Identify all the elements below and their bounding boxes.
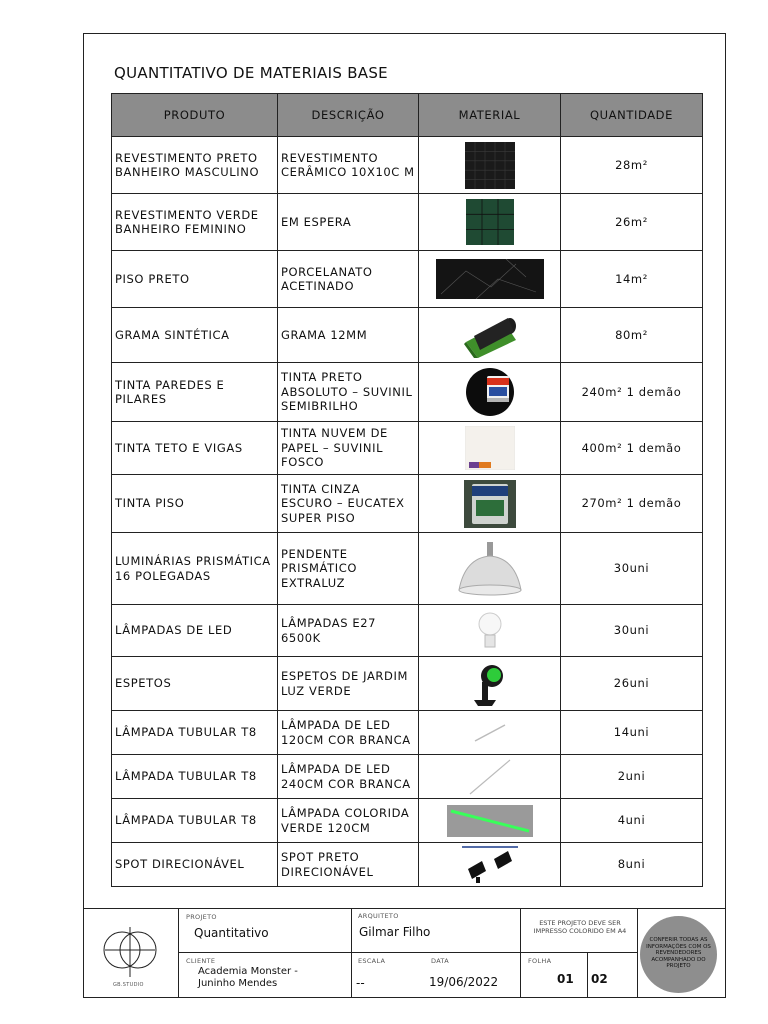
escala-value: -- (356, 976, 365, 990)
table-row (112, 422, 703, 475)
cell-produto: SPOT DIRECIONÁVEL (112, 843, 278, 887)
cell-material (419, 475, 561, 533)
pendant-lamp-image (455, 542, 525, 596)
table-row (112, 605, 703, 657)
cell-quantidade: 30uni (561, 605, 703, 657)
header-quantidade: QUANTIDADE (561, 94, 703, 137)
cell-produto: GRAMA SINTÉTICA (112, 308, 278, 363)
table-row (112, 251, 703, 308)
cell-descricao: LÂMPADA DE LED 120CM COR BRANCA (278, 711, 419, 755)
cell-material (419, 533, 561, 605)
white-paint-sample-image (465, 426, 515, 470)
header-produto: PRODUTO (112, 94, 278, 137)
projeto-value: Quantitativo (194, 926, 269, 940)
cell-produto: LÂMPADA TUBULAR T8 (112, 799, 278, 843)
cell-quantidade: 270m² 1 demão (561, 475, 703, 533)
projeto-label: PROJETO (186, 913, 217, 921)
arquiteto-label: ARQUITETO (358, 912, 399, 920)
cell-produto: LUMINÁRIAS PRISMÁTICA 16 POLEGADAS (112, 533, 278, 605)
black-tile-swatch (465, 142, 515, 189)
cell-produto: REVESTIMENTO PRETO BANHEIRO MASCULINO (112, 137, 278, 194)
table-row (112, 308, 703, 363)
folha-number: 01 (557, 972, 574, 986)
black-paint-can-image (465, 368, 515, 416)
table-row (112, 799, 703, 843)
cell-produto: TINTA TETO E VIGAS (112, 422, 278, 475)
cell-descricao: REVESTIMENTO CERÂMICO 10X10C M (278, 137, 419, 194)
cell-material (419, 363, 561, 422)
stamp-text: CONFERIR TODAS AS INFORMAÇÕES COM OS REVENDEDORES ACOMPANHADO DO PROJETO (646, 937, 711, 969)
cell-descricao: EM ESPERA (278, 194, 419, 251)
garden-spike-light-image (468, 662, 512, 706)
cell-material (419, 251, 561, 308)
cell-descricao: TINTA CINZA ESCURO – EUCATEX SUPER PISO (278, 475, 419, 533)
cell-quantidade: 26m² (561, 194, 703, 251)
data-label: DATA (431, 957, 449, 965)
cell-quantidade: 2uni (561, 755, 703, 799)
cell-produto: ESPETOS (112, 657, 278, 711)
cell-material (419, 422, 561, 475)
cell-quantidade: 14m² (561, 251, 703, 308)
table-row (112, 533, 703, 605)
title-block-divider (178, 908, 179, 998)
black-marble-swatch (436, 259, 544, 299)
green-tile-swatch (466, 199, 514, 245)
table-row (112, 657, 703, 711)
title-block-top-line (83, 908, 726, 909)
title-block-row-divider (178, 952, 637, 953)
cell-produto: TINTA PAREDES E PILARES (112, 363, 278, 422)
tube-120-image (473, 723, 507, 743)
cell-descricao: LÂMPADAS E27 6500K (278, 605, 419, 657)
cell-produto: LÂMPADAS DE LED (112, 605, 278, 657)
cell-quantidade: 400m² 1 demão (561, 422, 703, 475)
black-spot-image (460, 845, 520, 885)
tube-240-image (468, 758, 512, 796)
floor-paint-can-image (464, 480, 516, 528)
cell-quantidade: 30uni (561, 533, 703, 605)
cell-descricao: LÂMPADA DE LED 240CM COR BRANCA (278, 755, 419, 799)
table-row (112, 363, 703, 422)
table-row (112, 137, 703, 194)
folha-label: FOLHA (528, 957, 552, 965)
title-block-divider (520, 908, 521, 998)
cell-produto: PISO PRETO (112, 251, 278, 308)
header-material: MATERIAL (419, 94, 561, 137)
cell-quantidade: 14uni (561, 711, 703, 755)
table-header-row (112, 94, 703, 137)
cell-descricao: LÂMPADA COLORIDA VERDE 120CM (278, 799, 419, 843)
table-row (112, 711, 703, 755)
title-block-divider (351, 908, 352, 998)
cell-quantidade: 240m² 1 demão (561, 363, 703, 422)
cell-descricao: TINTA PRETO ABSOLUTO – SUVINIL SEMIBRILHO (278, 363, 419, 422)
header-descricao: DESCRIÇÃO (278, 94, 419, 137)
cell-material (419, 755, 561, 799)
title-block-divider (637, 908, 638, 998)
cell-produto: REVESTIMENTO VERDE BANHEIRO FEMININO (112, 194, 278, 251)
cell-quantidade: 4uni (561, 799, 703, 843)
cell-material (419, 605, 561, 657)
table-row (112, 475, 703, 533)
grass-roll-image (464, 312, 516, 358)
cell-material (419, 194, 561, 251)
cell-material (419, 657, 561, 711)
arquiteto-value: Gilmar Filho (359, 925, 431, 939)
cell-quantidade: 26uni (561, 657, 703, 711)
cell-descricao: PENDENTE PRISMÁTICO EXTRALUZ (278, 533, 419, 605)
cell-quantidade: 8uni (561, 843, 703, 887)
data-value: 19/06/2022 (429, 975, 499, 989)
print-note: ESTE PROJETO DEVE SER IMPRESSO COLORIDO EM A4 (533, 919, 627, 935)
materials-table (111, 93, 703, 887)
table-row (112, 755, 703, 799)
green-tube-image (447, 805, 533, 837)
cell-descricao: PORCELANATO ACETINADO (278, 251, 419, 308)
cell-material (419, 843, 561, 887)
table-row (112, 194, 703, 251)
escala-label: ESCALA (358, 957, 386, 965)
document-title: QUANTITATIVO DE MATERIAIS BASE (114, 64, 388, 82)
cell-descricao: GRAMA 12MM (278, 308, 419, 363)
cliente-value: Academia Monster - Juninho Mendes (198, 966, 298, 989)
cell-material (419, 308, 561, 363)
cell-produto: TINTA PISO (112, 475, 278, 533)
cell-material (419, 799, 561, 843)
logo-caption: GB.STUDIO (113, 982, 144, 988)
cell-material (419, 711, 561, 755)
cell-quantidade: 28m² (561, 137, 703, 194)
cliente-label: CLIENTE (186, 957, 216, 965)
folha-divider-line (587, 952, 588, 998)
cell-descricao: TINTA NUVEM DE PAPEL – SUVINIL FOSCO (278, 422, 419, 475)
cell-material (419, 137, 561, 194)
cell-descricao: ESPETOS DE JARDIM LUZ VERDE (278, 657, 419, 711)
folha-total: 02 (591, 972, 608, 986)
led-bulb-image (478, 611, 502, 651)
cell-descricao: SPOT PRETO DIRECIONÁVEL (278, 843, 419, 887)
cell-quantidade: 80m² (561, 308, 703, 363)
cell-produto: LÂMPADA TUBULAR T8 (112, 711, 278, 755)
cell-produto: LÂMPADA TUBULAR T8 (112, 755, 278, 799)
gb-studio-logo (103, 925, 157, 979)
table-row (112, 843, 703, 887)
